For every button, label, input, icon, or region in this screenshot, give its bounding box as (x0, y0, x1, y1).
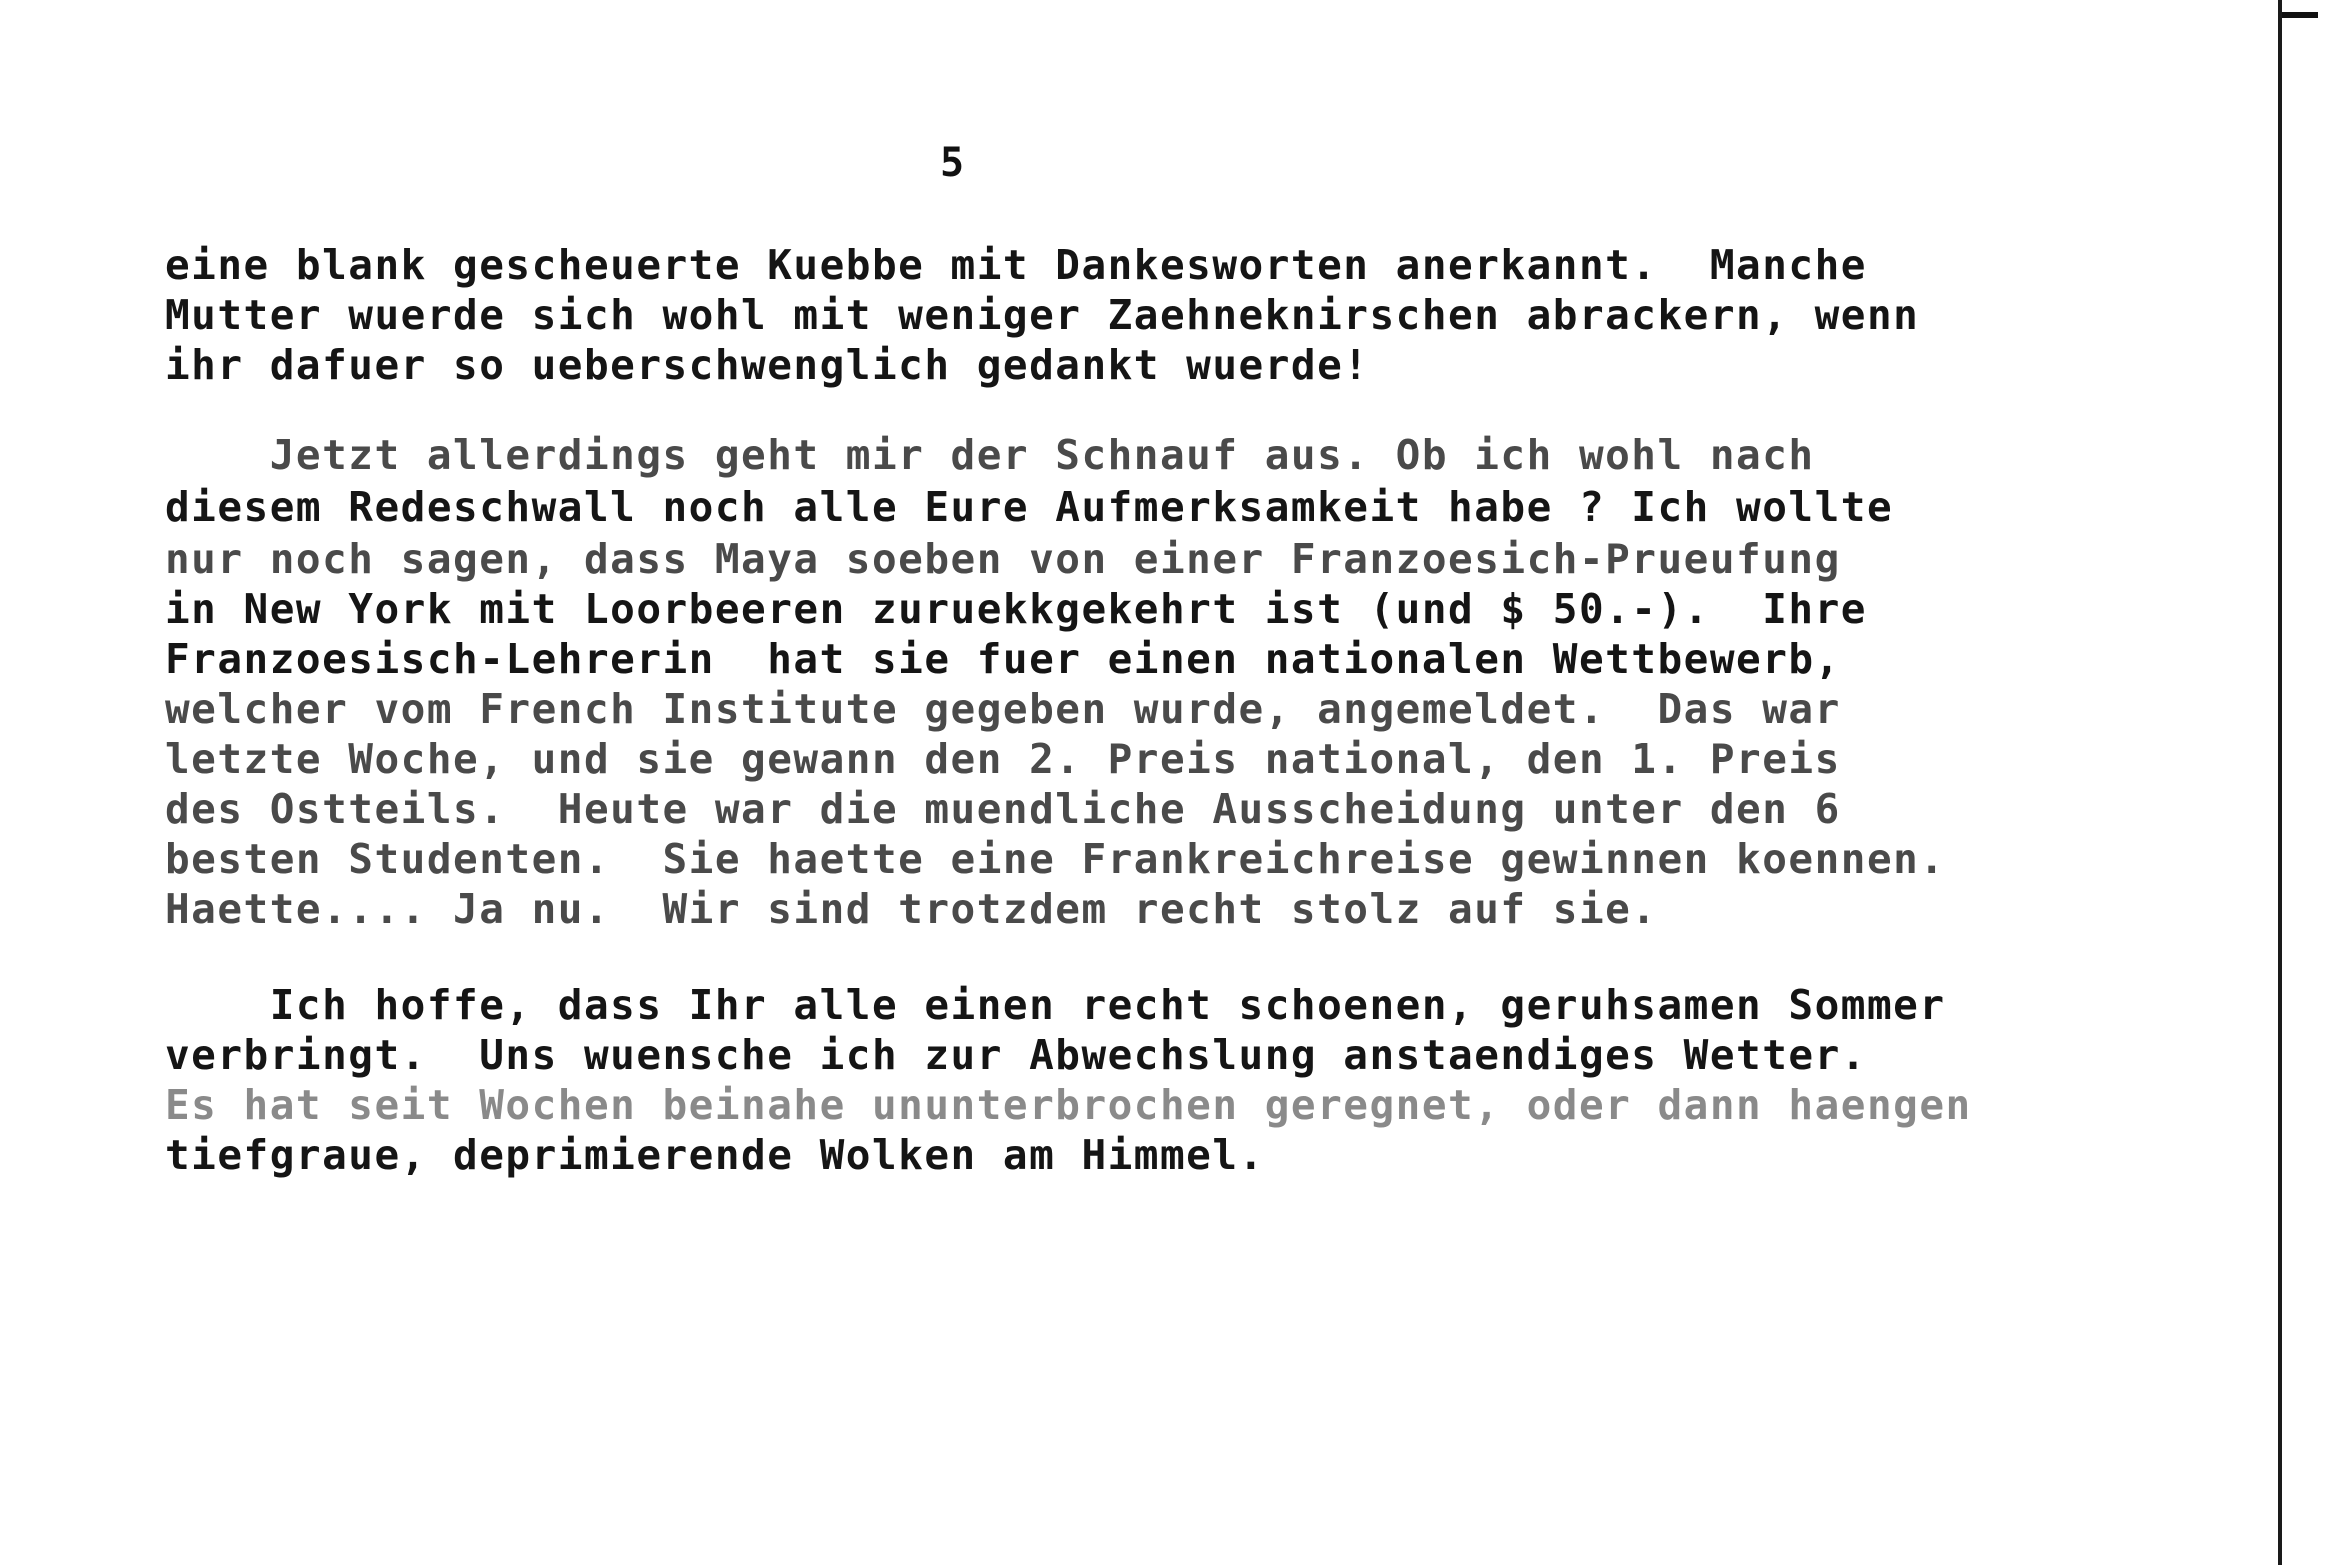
page-number: 5 (940, 140, 965, 186)
text-line: Jetzt allerdings geht mir der Schnauf aus. Ob ich wohl nach (165, 431, 1815, 479)
text-line: Franzoesisch-Lehrerin hat sie fuer einen nationalen Wettbewerb, (165, 635, 1841, 683)
text-line: nur noch sagen, dass Maya soeben von einer Franzoesich-Prueufung (165, 535, 1841, 583)
page-edge-shadow (2278, 0, 2282, 1565)
edge-mark (2282, 12, 2318, 18)
text-line: eine blank gescheuerte Kuebbe mit Dankesworten anerkannt. Manche (165, 241, 1867, 289)
text-line: welcher vom French Institute gegeben wurde, angemeldet. Das war (165, 685, 1841, 733)
text-line: des Ostteils. Heute war die muendliche Ausscheidung unter den 6 (165, 785, 1841, 833)
text-line: verbringt. Uns wuensche ich zur Abwechslung anstaendiges Wetter. (165, 1031, 1867, 1079)
text-line: Es hat seit Wochen beinahe ununterbrochen geregnet, oder dann haengen (165, 1081, 1972, 1129)
text-line: Mutter wuerde sich wohl mit weniger Zaehneknirschen abrackern, wenn (165, 291, 1920, 339)
text-line: Ich hoffe, dass Ihr alle einen recht schoenen, geruhsamen Sommer (165, 981, 1946, 1029)
text-line: ihr dafuer so ueberschwenglich gedankt wuerde! (165, 341, 1370, 389)
text-line: in New York mit Loorbeeren zuruekkgekehrt ist (und $ 50.-). Ihre (165, 585, 1867, 633)
text-line: tiefgraue, deprimierende Wolken am Himmel. (165, 1131, 1265, 1179)
text-line: besten Studenten. Sie haette eine Frankreichreise gewinnen koennen. (165, 835, 1946, 883)
text-line: diesem Redeschwall noch alle Eure Aufmerksamkeit habe ? Ich wollte (165, 483, 1894, 531)
text-line: Haette.... Ja nu. Wir sind trotzdem recht stolz auf sie. (165, 885, 1658, 933)
text-line: letzte Woche, und sie gewann den 2. Preis national, den 1. Preis (165, 735, 1841, 783)
